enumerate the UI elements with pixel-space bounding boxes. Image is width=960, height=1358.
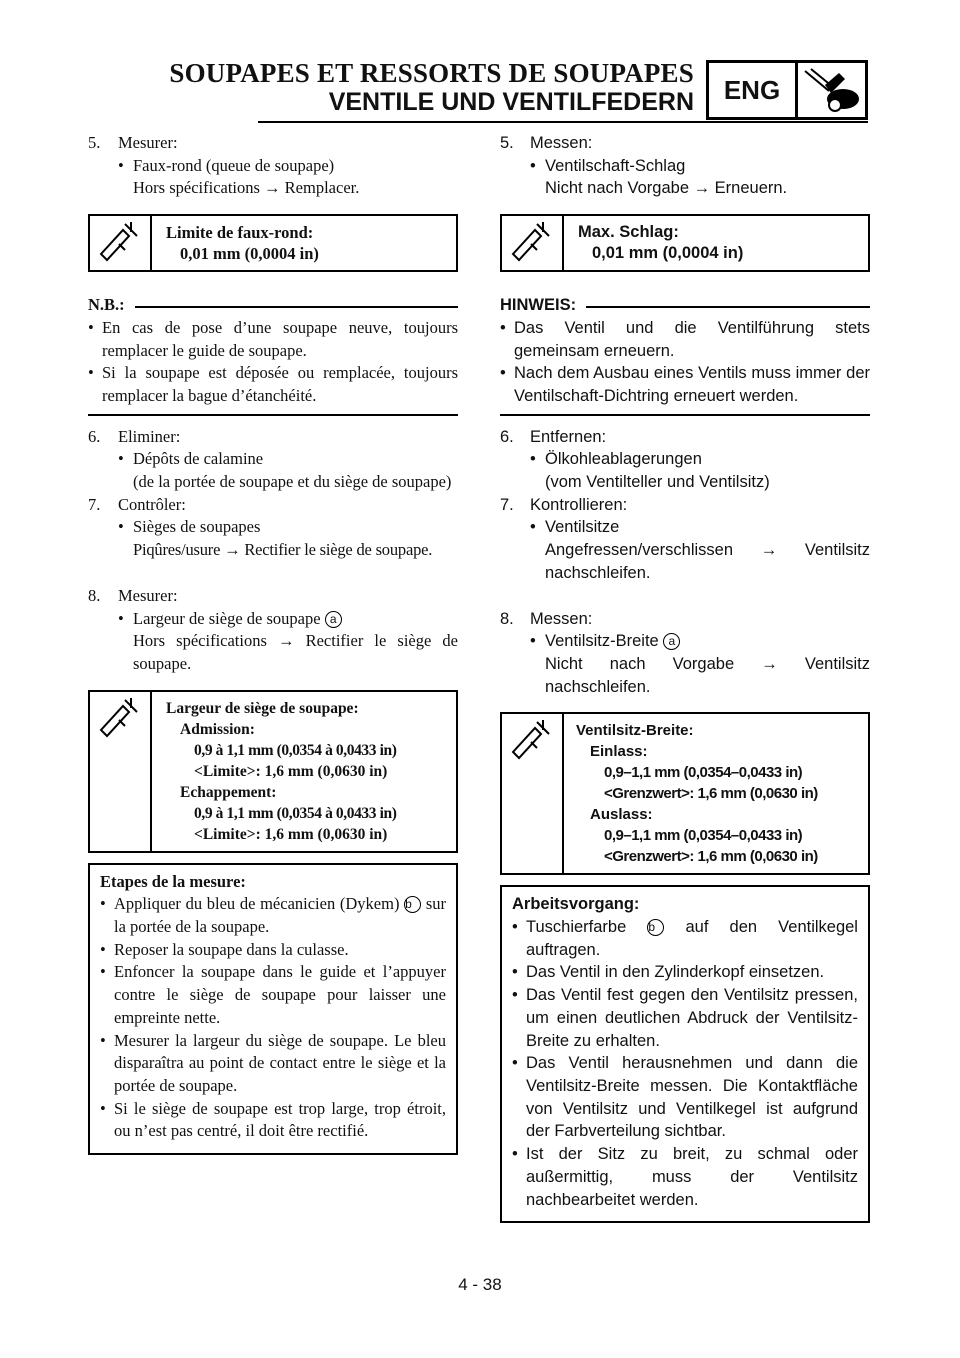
step-7-fr: 7. Contrôler:	[88, 494, 186, 514]
spec-exhaust-value: 0,9 à 1,1 mm (0,0354 à 0,0433 in)	[194, 804, 397, 822]
caliper-icon	[90, 216, 152, 270]
callout-b: b	[647, 919, 664, 936]
spec-title: Largeur de siège de soupape:	[166, 699, 359, 717]
step-detail: (de la portée de soupape et du siège de soupape)	[133, 472, 452, 492]
callout-b: b	[404, 896, 421, 913]
step-action: Nicht nach Vorgabe → Ventilsitz nachschleifen.	[545, 654, 870, 696]
procedure-item: • Mesurer la largeur du siège de soupape. Le bleu disparaîtra au point de contact entre le siège et la portée de soupape.	[100, 1030, 446, 1095]
spec-intake-label: Einlass:	[590, 743, 648, 761]
step-item: • Ventilsitz-Breite a	[500, 630, 870, 653]
step-8-de: 8. Messen:	[500, 609, 593, 628]
column-german	[500, 132, 870, 1223]
spec-box-seat-width-de	[500, 712, 870, 875]
spec-intake-label: Admission:	[180, 720, 255, 738]
step-action: Piqûres/usure → Rectifier le siège de soupape.	[133, 540, 433, 560]
caliper-icon	[502, 216, 564, 270]
spec-intake-value: 0,9–1,1 mm (0,0354–0,0433 in)	[604, 764, 803, 782]
note-de	[500, 294, 870, 416]
note-item: • Si la soupape est déposée ou remplacée, toujours remplacer la bague d’étanchéité.	[88, 363, 458, 405]
step-6-fr: 6. Eliminer:	[88, 426, 181, 446]
procedure-item: • Appliquer du bleu de mécanicien (Dykem) b sur la portée de la soupape.	[100, 894, 447, 937]
engine-valve-icon	[798, 63, 865, 117]
spec-exhaust-value: 0,9–1,1 mm (0,0354–0,0433 in)	[604, 827, 803, 845]
spec-intake-value: 0,9 à 1,1 mm (0,0354 à 0,0433 in)	[194, 741, 397, 759]
step-detail: (vom Ventilteller und Ventilsitz)	[545, 473, 770, 492]
spec-box-seat-width-fr	[88, 690, 458, 853]
procedure-title: Arbeitsvorgang:	[512, 895, 640, 914]
step-item: • Sièges de soupapes	[118, 517, 261, 537]
spec-value: 0,01 mm (0,0004 in)	[180, 244, 319, 264]
step-action: Angefressen/verschlissen → Ventilsitz nachschleifen.	[545, 541, 870, 582]
step-item: • Faux-rond (queue de soupape)	[118, 155, 335, 175]
note-fr	[88, 294, 458, 416]
note-item: • En cas de pose d’une soupape neuve, toujours remplacer le guide de soupape.	[88, 317, 458, 360]
step-item: • Ventilschaft-Schlag	[530, 156, 686, 175]
step-item: • Ventilsitze	[530, 518, 620, 537]
eng-badge	[706, 60, 868, 120]
note-title: N.B.:	[88, 295, 125, 315]
header-rule	[258, 121, 868, 123]
spec-value: 0,01 mm (0,0004 in)	[592, 244, 744, 263]
step-action: Nicht nach Vorgabe → Erneuern.	[545, 179, 788, 198]
spec-box-runout-fr	[88, 214, 458, 272]
eng-label: ENG	[709, 63, 798, 117]
step-5-de: 5. Messen:	[500, 134, 593, 152]
procedure-box-de	[500, 885, 870, 1223]
spec-intake-limit: <Grenzwert>: 1,6 mm (0,0630 in)	[604, 785, 818, 803]
caliper-icon	[90, 692, 152, 851]
callout-a: a	[325, 611, 342, 628]
procedure-item: • Reposer la soupape dans la culasse.	[100, 939, 349, 959]
spec-title: Limite de faux-rond:	[166, 223, 314, 243]
procedure-item: • Das Ventil in den Zylinderkopf einsetzen.	[512, 963, 825, 982]
header-title-de: VENTILE UND VENTILFEDERN	[328, 88, 694, 116]
procedure-item: • Ist der Sitz zu breit, zu schmal oder außermittig, muss der Ventilsitz nachbearbeitet werden.	[512, 1145, 858, 1209]
step-number: 5.	[88, 133, 101, 152]
step-item: • Ölkohleablagerungen	[530, 450, 702, 469]
note-title: HINWEIS:	[500, 296, 577, 315]
header-title-fr: SOUPAPES ET RESSORTS DE SOUPAPES	[169, 58, 694, 88]
procedure-box-fr	[88, 863, 458, 1155]
spec-title: Ventilsitz-Breite:	[576, 722, 694, 740]
step-item: • Dépôts de calamine	[118, 449, 264, 469]
spec-box-runout-de	[500, 214, 870, 272]
procedure-title: Etapes de la mesure:	[100, 871, 246, 891]
spec-title: Max. Schlag:	[578, 223, 679, 242]
step-title: Mesurer:	[118, 133, 178, 152]
spec-exhaust-limit: <Grenzwert>: 1,6 mm (0,0630 in)	[604, 848, 818, 866]
page-number: 4 - 38	[458, 1275, 502, 1294]
step-item: • Largeur de siège de soupape a	[88, 608, 458, 631]
procedure-item: • Si le siège de soupape est trop large, trop étroit, ou n’est pas centré, il doit être rectifié.	[100, 1098, 446, 1141]
column-french	[88, 132, 458, 1155]
callout-a: a	[663, 633, 680, 650]
spec-exhaust-label: Auslass:	[590, 806, 653, 824]
spec-exhaust-label: Echappement:	[180, 783, 277, 801]
step-8-fr: 8. Mesurer:	[88, 585, 178, 605]
step-5-fr	[88, 132, 458, 155]
step-action: Hors spécifications → Remplacer.	[133, 178, 360, 198]
procedure-item: • Das Ventil herausnehmen und dann die Ventilsitz-Breite messen. Die Kontaktfläche von Ventilsitz und Ventilkegel ist aufgrund der Farbverteilung sichtbar.	[512, 1054, 858, 1141]
note-item: • Das Ventil und die Ventilführung stets gemeinsam erneuern.	[500, 318, 870, 360]
step-action: Hors spécifications → Rectifier le siège de soupape.	[133, 631, 458, 673]
step-6-de: 6. Entfernen:	[500, 427, 607, 446]
spec-exhaust-limit: <Limite>: 1,6 mm (0,0630 in)	[194, 825, 388, 843]
step-7-de: 7. Kontrollieren:	[500, 495, 628, 514]
caliper-icon	[502, 714, 564, 873]
note-item: • Nach dem Ausbau eines Ventils muss immer der Ventilschaft-Dichtring erneuert werden.	[500, 364, 870, 405]
procedure-item: • Das Ventil fest gegen den Ventilsitz pressen, um einen deutlichen Abdruck der Ventilsitz-Breite zu erhalten.	[512, 986, 858, 1050]
procedure-item: • Enfoncer la soupape dans le guide et l’appuyer contre le siège de soupape pour laisser une empreinte nette.	[100, 962, 446, 1027]
procedure-item: • Tuschierfarbe b auf den Ventilkegel auftragen.	[512, 918, 858, 959]
spec-intake-limit: <Limite>: 1,6 mm (0,0630 in)	[194, 762, 388, 780]
